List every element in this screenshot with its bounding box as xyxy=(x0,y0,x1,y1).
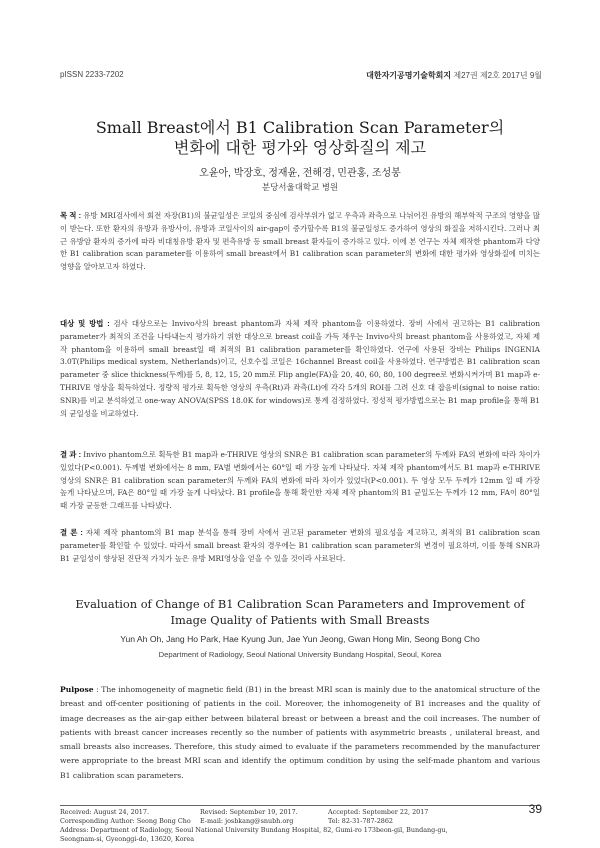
korean-authors: 오윤아, 박장호, 정재윤, 전해경, 민관홍, 조성봉 xyxy=(199,168,401,179)
revised-date: Revised: September 19, 2017. xyxy=(200,808,298,816)
footnote-divider xyxy=(60,805,540,806)
journal-header xyxy=(366,70,542,81)
journal-volume: 제27권 제2호 2017년 9월 xyxy=(451,71,542,80)
address-line-1: Address: Department of Radiology, Seoul National University Bundang Hospital, 82, Gumi-ro 173beon-gil, Bundang-gu, xyxy=(60,826,448,834)
abstract-results-ko xyxy=(60,449,540,513)
section-text: 검사 대상으로는 Invivo사의 breast phantom과 자체 제작 phantom을 이용하였다. 장비 사에서 권고하는 B1 calibration parameter가 최적의 조건을 나타내는지 평가하기 위한 대상으로 breast coil을 가득 채우는 Invivo사의 breast phantom을 사용하였고, 자체 제작 phantom을 이용하여 small breast일 때 최적의 B1 calibration parameter를 확인하였다. 연구에 사용된 장비는 Philips INGENIA 3.0T(Philips medical system, Netherlands)이고, 신호수집 코일은 16channel Breast coil을 사용하였다. 연구방법은 B1 calibration scan parameter 중 slice thickness(두께)를 5, 8, 12, 15, 20 mm로 Flip angle(FA)을 20, 40, 60, 80, 100 degree로 변화시켜가며 B1 map과 e-THRIVE 영상을 획득하였다. 정량적 평가로 획득한 영상의 우측(Rt)과 좌측(Lt)에 각각 5개의 ROI를 그려 신호 대 잡음비(signal to noise ratio: SNR)를 비교 분석하였고 one-way ANOVA(SPSS 18.0K for windows)로 통계 검정하였다. 정성적 평가방법으로는 B1 map profile을 통해 B1의 균일성을 비교하였다. xyxy=(60,319,541,418)
abstract-purpose-en xyxy=(60,683,540,783)
korean-title-line-1: Small Breast에서 B1 Calibration Scan Parameter의 xyxy=(95,118,505,137)
corresponding-author: Corresponding Author: Seong Bong Cho xyxy=(60,817,191,825)
abstract-methods-ko xyxy=(60,318,540,420)
korean-title-line-2: 변화에 대한 평가와 영상화질의 제고 xyxy=(173,138,427,157)
section-label: 목 적 : xyxy=(60,211,84,220)
issn-header: pISSN 2233-7202 xyxy=(60,70,124,79)
page-number: 39 xyxy=(528,802,542,816)
english-title xyxy=(60,596,540,628)
footnote-contact xyxy=(60,817,530,826)
address-line-2: Seongnam-si, Gyeonggi-do, 13620, Korea xyxy=(60,835,195,843)
abstract-purpose-ko xyxy=(60,210,540,274)
footnote xyxy=(60,808,530,844)
section-label: 결 론 : xyxy=(60,528,86,537)
telephone: Tel: 82-31-787-2862 xyxy=(328,817,393,825)
section-label: 대상 및 방법 : xyxy=(60,319,114,328)
section-label: 결 과 : xyxy=(60,450,84,459)
journal-name: 대한자기공명기술학회지 xyxy=(366,71,452,80)
section-text: : The inhomogeneity of magnetic field (B1) in the breast MRI scan is mainly due to the anatomical structure of the breast and off-center positioning of patients in the coil. Moreover, the inhomogeneity of B1 increases and the quality of image decreases as the air-gap either between bilateral breast or between a breast and the coil increases. The number of patients with breast cancer increases recently so the number of patients with asymmetric breasts , unilateral breast, and small breasts also increases. Therefore, this study aimed to evaluate if the parameters recommended by the manufacturer were appropriate to the breast MRI scan and identify the optimum condition by using the self-made phantom and various B1 calibration scan parameters. xyxy=(60,685,540,780)
accepted-date: Accepted: September 22, 2017 xyxy=(328,808,429,816)
english-title-line-2: Image Quality of Patients with Small Breasts xyxy=(170,613,430,627)
korean-title xyxy=(60,118,540,158)
received-date: Received: August 24, 2017. xyxy=(60,808,149,816)
korean-affiliation: 분당서울대학교 병원 xyxy=(261,182,339,192)
section-text: 자체 제작 phantom의 B1 map 분석을 통해 장비 사에서 권고된 parameter 변화의 필요성을 제고하고, 최적의 B1 calibration scan parameter를 확인할 수 있었다. 따라서 small breast 환자의 경우에는 B1 calibration scan parameter의 변경이 필요하며, 이를 통해 SNR과 B1 균일성이 향상된 진단적 가치가 높은 유방 MRI영상을 얻을 수 있을 것이라 사료된다. xyxy=(60,528,540,563)
english-title-line-1: Evaluation of Change of B1 Calibration Scan Parameters and Improvement of xyxy=(75,597,525,611)
abstract-conclusion-ko xyxy=(60,527,540,565)
english-affiliation: Department of Radiology, Seoul National University Bundang Hospital, Seoul, Korea xyxy=(158,650,442,659)
email: E-mail: josbkang@snubh.org xyxy=(200,817,294,825)
section-text: Invivo phantom으로 획득한 B1 map과 e-THRIVE 영상의 SNR은 B1 calibration scan parameter의 두께와 FA의 변화에 따라 차이가 있었다(P<0.001). 두께별 변화에서는 8 mm, FA별 변화에서는 60°일 때 가장 높게 나타났다. 자체 제작 phantom에서도 B1 map과 e-THRIVE 영상의 SNR은 B1 calibration scan parameter의 두께와 FA의 변화에 따라 차이가 있었다(P<0.001). 두 영상 모두 두께가 12mm 일 때 가장 높게 나타났으며, FA은 80°일 때 가장 높게 나타났다. B1 profile을 통해 확인한 자체 제작 phantom의 B1 균일도는 두께가 12 mm, FA이 80°일 때 가장 균등한 그래프를 나타냈다. xyxy=(60,450,541,511)
english-authors: Yun Ah Oh, Jang Ho Park, Hae Kyung Jun, Jae Yun Jeong, Gwan Hong Min, Seong Bong Cho xyxy=(120,634,480,644)
section-text: 유방 MRI검사에서 회전 자장(B1)의 불균일성은 코일의 중심에 검사부위가 없고 우측과 좌측으로 나뉘어진 유방의 해부학적 구조의 영향을 많이 받는다. 또한 환자의 유방과 유방사이, 유방과 코일사이의 air-gap이 증가할수록 B1의 불균일성도 증가하여 영상의 화질을 저하시킨다. 그러나 최근 유방암 환자의 증가에 따라 비대칭유방 환자 및 편측유방 등 small breast 환자들이 증가하고 있다. 이에 본 연구는 자체 제작한 phantom과 다양한 B1 calibration scan parameter를 이용하여 small breast에서 B1 calibration scan parameter의 변화에 대한 평가와 영상화질에 미치는 영향을 알아보고자 하였다. xyxy=(60,211,540,272)
section-label: Pulpose xyxy=(60,685,94,694)
footnote-dates xyxy=(60,808,530,817)
